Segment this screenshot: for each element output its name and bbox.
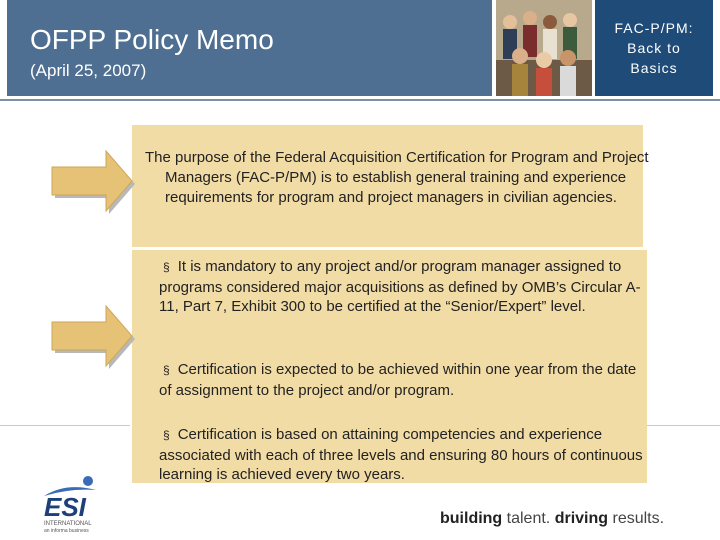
- header-divider: [0, 99, 720, 101]
- arrow-right-icon: [48, 145, 136, 217]
- badge-line-3: Basics: [630, 60, 678, 76]
- list-item-text: Certification is expected to be achieved within one year from the date of assignment to the project and/or program.: [159, 361, 637, 399]
- page-title: OFPP Policy Memo: [30, 24, 274, 55]
- badge-line-1: FAC-P/PM:: [614, 20, 694, 36]
- right-divider: [645, 425, 720, 426]
- badge-line-2: Back to: [627, 40, 681, 56]
- logo-small-text: INTERNATIONAL: [44, 521, 92, 527]
- tagline-word-4: results.: [612, 510, 665, 527]
- page-subtitle: (April 25, 2007): [30, 61, 147, 80]
- footer-tagline: [440, 510, 664, 528]
- list-item: [159, 425, 643, 485]
- bullet-icon: §: [163, 260, 170, 274]
- bullet-icon: §: [163, 363, 170, 377]
- people-photo: [496, 0, 592, 96]
- left-divider: [0, 425, 130, 426]
- bullet-icon: §: [163, 428, 170, 442]
- tagline-word-2: talent.: [506, 510, 551, 527]
- list-item-text: It is mandatory to any project and/or program manager assigned to programs considered major acquisitions as defined by OMB’s Circular A-11, Part 7, Exhibit 300 to be certified at the “Senior/Expert” level.: [159, 258, 641, 315]
- list-item: [159, 257, 643, 317]
- badge-fac-ppm: [595, 0, 713, 96]
- list-item-text: Certification is based on attaining competencies and experience associated with each of three levels and ensuring 80 hours of continuous learning is achieved every two years.: [159, 426, 643, 483]
- list-item: [159, 360, 643, 400]
- esi-logo: [36, 474, 106, 534]
- tagline-word-1: building: [440, 510, 503, 527]
- purpose-text: The purpose of the Federal Acquisition Certification for Program and Project Managers (FAC-P/PM) is to establish general training and experience requirements for program and project managers in civilian agencies.: [145, 149, 649, 206]
- logo-sub-text: an informa business: [44, 528, 89, 534]
- tagline-word-3: driving: [554, 510, 609, 527]
- logo-text: ESI: [44, 492, 86, 522]
- arrow-right-icon: [48, 300, 136, 372]
